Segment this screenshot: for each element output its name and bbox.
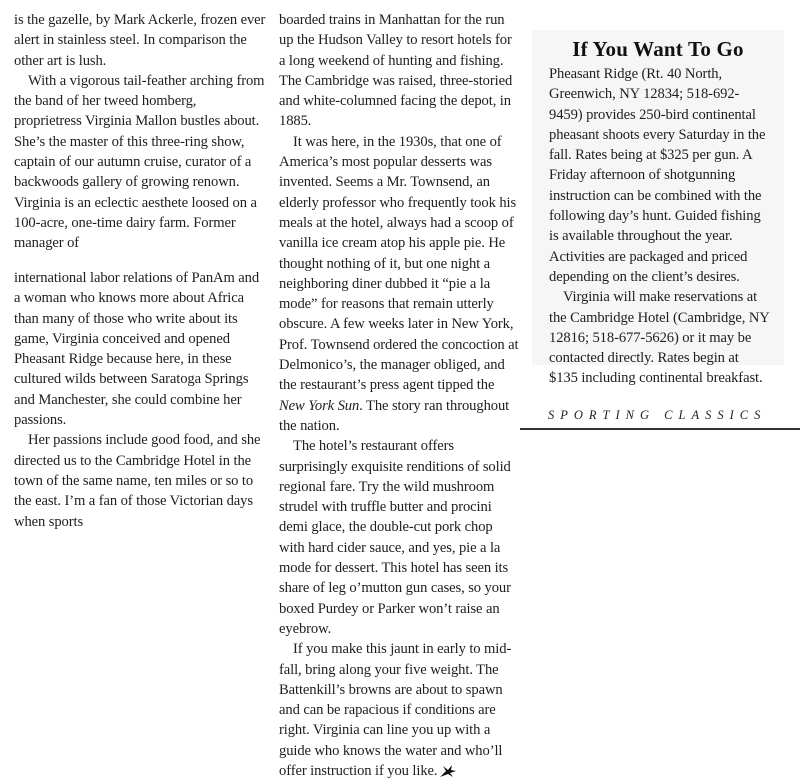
article-column-1-top: [14, 10, 266, 254]
article-column-1-bottom: [14, 268, 266, 532]
article-column-2: [279, 10, 519, 781]
paragraph: Pheasant Ridge (Rt. 40 North, Greenwich, NY 12834; 518-692-9459) provides 250-bird continental pheasant shoots every Saturday in the fall. Rates being at $325 per gun. A Friday afternoon of shotgunning instruction can be combined with the following day’s hunt. Guided fishing is available throughout the year. Activities are packaged and priced depending on the client’s desires.: [549, 66, 766, 285]
paragraph: international labor relations of PanAm and a woman who knows more about Africa than many of those who write about its game, Virginia conceived and opened Pheasant Ridge because here, in these cultured wilds between Saratoga Springs and Manchester, she could combine her passions.: [14, 270, 260, 429]
paragraph: With a vigorous tail-feather arching from the band of her tweed homberg, proprietress Virginia Mallon bustles about. She’s the master of this three-ring show, captain of our autumn cruise, curator of a backwoods gallery of growing renown. Virginia is an eclectic aesthete loosed on a 100-acre, one-time dairy farm. Former manager of: [14, 72, 265, 252]
paragraph: boarded trains in Manhattan for the run up the Hudson Valley to resort hotels for a long weekend of hunting and fishing. The Cambridge was raised, three-storied and white-columned facing the depot, in 1885.: [279, 12, 513, 130]
paragraph: is the gazelle, by Mark Ackerle, frozen ever alert in stainless steel. In comparison the other art is lush.: [14, 12, 266, 69]
paragraph-text: It was here, in the 1930s, that one of America’s most popular desserts was invented. Seems a Mr. Townsend, an elderly professor who frequently took his meals at the hotel, always had a scoop of vanilla ice cream atop his apple pie. He thought nothing of it, but one night a neighboring diner dubbed it “pie a la mode” for reasons that remain utterly obscure. A few weeks later in New York, Prof. Townsend ordered the concoction at Delmonico’s, the manager obliged, and the restaurant’s press agent tipped the: [279, 133, 519, 394]
paragraph: [279, 639, 519, 781]
sidebar-title: If You Want To Go: [572, 37, 744, 61]
paragraph: [279, 132, 519, 436]
bird-silhouette-icon: [439, 764, 457, 778]
paragraph: The hotel’s restaurant offers surprisingly exquisite renditions of solid regional fare. Try the wild mushroom strudel with truffle butter and procini demi glace, the double-cut pork chop with hard cider sauce, and yes, pie a la mode for dessert. This hotel has seen its share of leg o’mutton gun cases, so your boxed Purdey or Parker won’t raise an eyebrow.: [279, 438, 511, 637]
running-head: SPORTING CLASSICS: [548, 408, 767, 422]
paragraph: Her passions include good food, and she directed us to the Cambridge Hotel in the town of the same name, ten miles or so to the east. I’m a fan of those Victorian days when sports: [14, 432, 261, 530]
paragraph-text: . The story ran throughout the nation.: [279, 397, 510, 434]
sidebar-body: [549, 64, 771, 389]
divider: [520, 428, 800, 430]
paragraph: Virginia will make reservations at the Cambridge Hotel (Cambridge, NY 12816; 518-677-5626) or it may be contacted directly. Rates begin at $135 including continental breakfast.: [549, 289, 770, 387]
paragraph-text: If you make this jaunt in early to mid-fall, bring along your five weight. The Battenkill’s browns are about to spawn and can be rapacious if conditions are right. Virginia can line you up with a guide who knows the water and who’ll offer instruction if you like.: [279, 641, 512, 779]
newspaper-name: New York Sun: [279, 397, 360, 414]
